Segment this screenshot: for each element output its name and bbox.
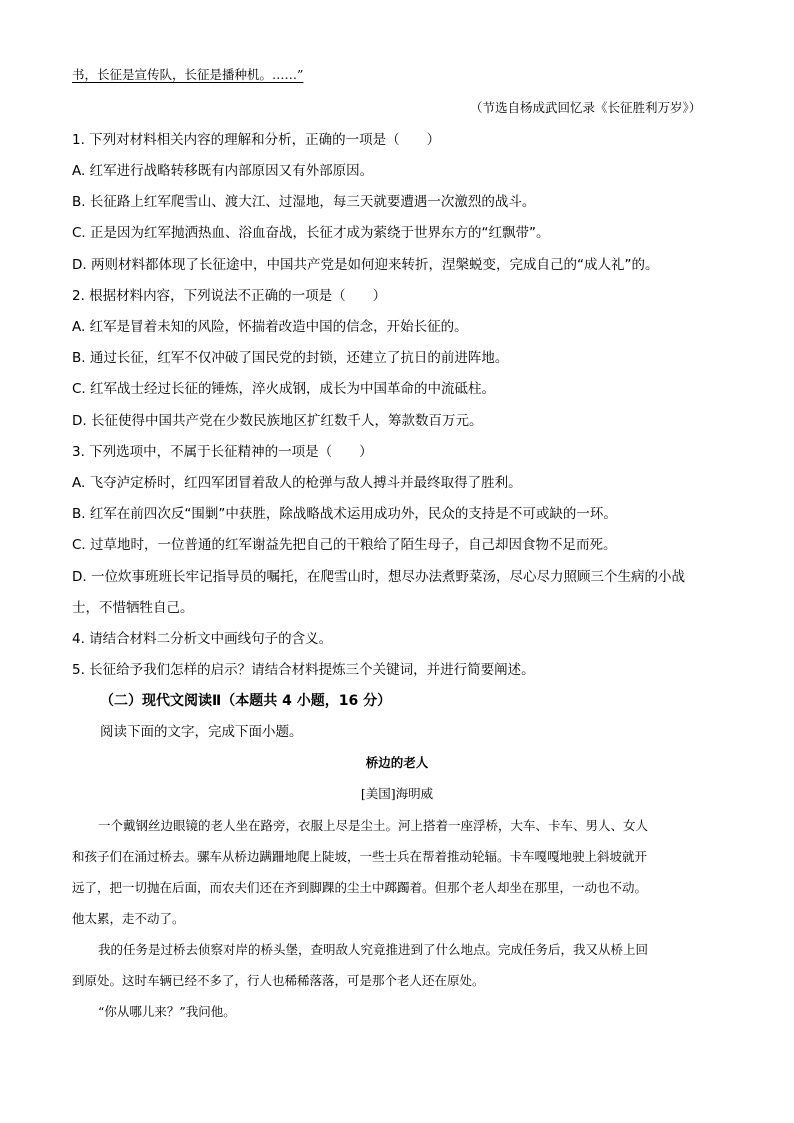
section-heading: （二）现代文阅读Ⅱ（本题共 4 小题，16 分） — [100, 693, 392, 709]
reading-instruction: 阅读下面的文字，完成下面小题。 — [100, 724, 303, 740]
question-3-option-b: B. 红军在前四次反“围剿”中获胜，除战略战术运用成功外，民众的支持是不可或缺的一环。 — [72, 506, 617, 522]
question-3-stem: 3. 下列选项中，不属于长征精神的一项是（ ） — [72, 444, 373, 460]
question-5-stem: 5. 长征给予我们怎样的启示？请结合材料提炼三个关键词，并进行简要阐述。 — [72, 662, 535, 678]
story-paragraph-1-line-3: 远了，把一切抛在后面，而农夫们还在齐到脚踝的尘土中踯躅着。但那个老人却坐在那里，一动也不动。 — [72, 880, 648, 895]
question-1-option-a: A. 红军进行战略转移既有内部原因又有外部原因。 — [72, 163, 374, 179]
story-paragraph-1-line-1: 一个戴钢丝边眼镜的老人坐在路旁，衣服上尽是尘土。河上搭着一座浮桥，大车、卡车、男人、女人 — [98, 818, 649, 833]
story-paragraph-1-line-4: 他太累，走不动了。 — [72, 911, 185, 926]
question-4-stem: 4. 请结合材料二分析文中画线句子的含义。 — [72, 631, 333, 647]
question-1-stem: 1. 下列对材料相关内容的理解和分析，正确的一项是（ ） — [72, 132, 441, 148]
story-dialogue-line: “你从哪儿来？”我问他。 — [98, 1004, 236, 1019]
question-1-option-d: D. 两则材料都体现了长征途中，中国共产党是如何迎来转折，涅槃蜕变，完成自己的“成人礼”的。 — [72, 257, 659, 273]
question-2-option-c: C. 红军战士经过长征的锤炼，淬火成钢，成长为中国革命的中流砥柱。 — [72, 381, 496, 397]
question-2-option-d: D. 长征使得中国共产党在少数民族地区扩红数千人，筹款数百万元。 — [72, 413, 483, 429]
question-1-option-b: B. 长征路上红军爬雪山、渡大江、过湿地，每三天就要遭遇一次激烈的战斗。 — [72, 194, 536, 210]
question-2-option-a: A. 红军是冒着未知的风险，怀揣着改造中国的信念，开始长征的。 — [72, 319, 468, 335]
question-2-stem: 2. 根据材料内容，下列说法不正确的一项是（ ） — [72, 288, 387, 304]
question-3-option-d: D. 一位炊事班班长牢记指导员的嘱托，在爬雪山时，想尽办法煮野菜汤，尽心尽力照顾三个生病的小战 — [72, 569, 685, 585]
story-paragraph-2-line-2: 到原处。这时车辆已经不多了，行人也稀稀落落，可是那个老人还在原处。 — [72, 973, 485, 988]
question-3-option-c: C. 过草地时，一位普通的红军谢益先把自己的干粮给了陌生母子，自己却因食物不足而死。 — [72, 537, 617, 553]
question-3-option-d-continued: 士，不惜牺牲自己。 — [72, 600, 194, 616]
story-title: 桥边的老人 — [365, 755, 429, 770]
quote-end-underlined: 书，长征是宣传队，长征是播种机。……” — [72, 67, 304, 82]
question-1-option-c: C. 正是因为红军抛洒热血、浴血奋战，长征才成为萦绕于世界东方的“红飘带”。 — [72, 225, 550, 241]
question-2-option-b: B. 通过长征，红军不仅冲破了国民党的封锁，还建立了抗日的前进阵地。 — [72, 350, 509, 366]
story-author: [美国]海明威 — [360, 786, 434, 801]
story-paragraph-2-line-1: 我的任务是过桥去侦察对岸的桥头堡，查明敌人究竟推进到了什么地点。完成任务后，我又从桥上回 — [98, 942, 649, 957]
question-3-option-a: A. 飞夺泸定桥时，红四军团冒着敌人的枪弹与敌人搏斗并最终取得了胜利。 — [72, 475, 522, 491]
story-paragraph-1-line-2: 和孩子们在涌过桥去。骡车从桥边蹒跚地爬上陡坡，一些士兵在帮着推动轮辐。卡车嘎嘎地驶上斜坡就开 — [72, 849, 648, 864]
source-note: （节选自杨成武回忆录《长征胜利万岁》） — [470, 100, 702, 115]
